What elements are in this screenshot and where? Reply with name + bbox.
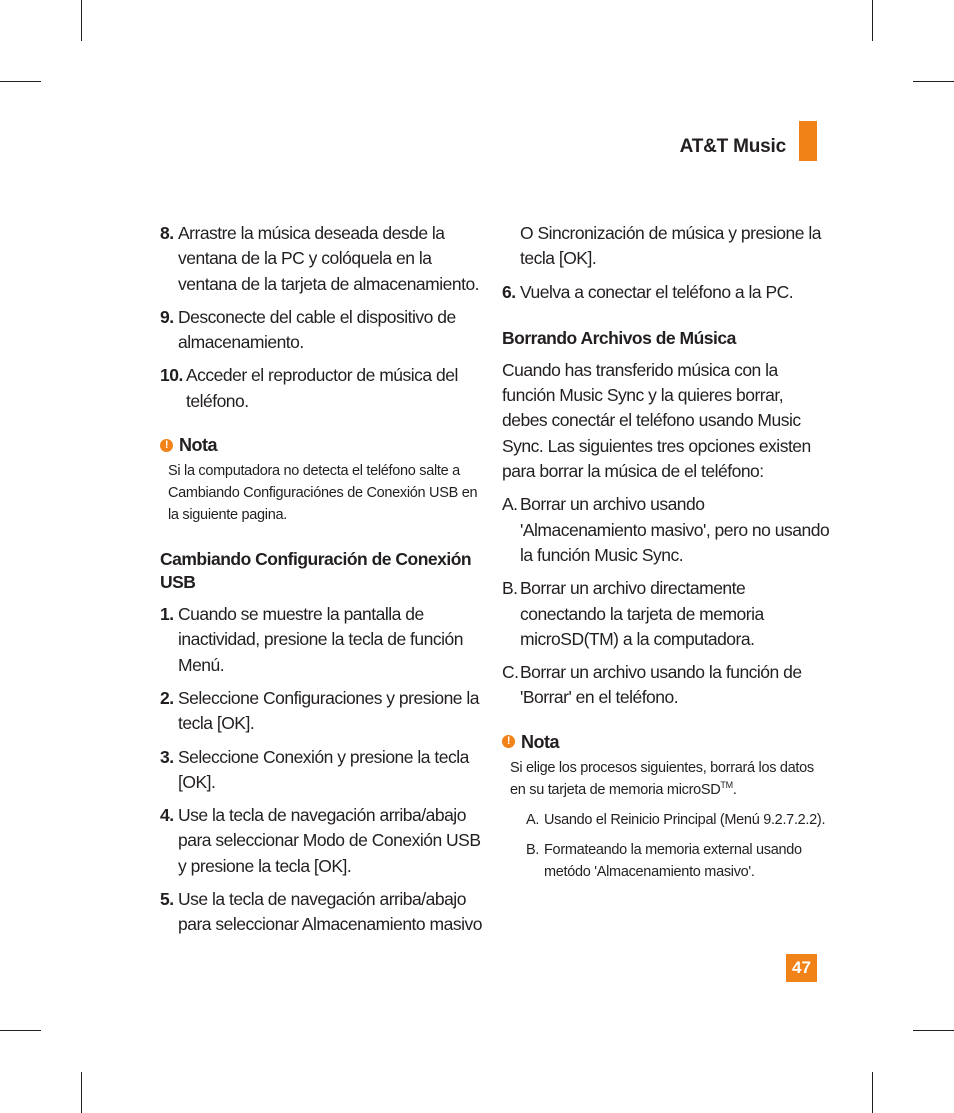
note-subitem xyxy=(510,839,832,883)
note-text: Si elige los procesos siguientes, borrará los datos en su tarjeta de memoria microSD xyxy=(510,759,814,798)
crop-mark xyxy=(81,1072,82,1113)
option-item xyxy=(502,492,832,568)
section-tab-marker xyxy=(799,121,817,161)
option-label: B. xyxy=(502,578,518,599)
step-item xyxy=(160,221,490,297)
step-text: Seleccione Conexión y presione la tecla [OK]. xyxy=(178,746,469,792)
crop-mark xyxy=(913,81,954,82)
page-number: 47 xyxy=(786,954,817,982)
step-item xyxy=(160,887,490,938)
step-number: 8. xyxy=(160,223,174,243)
step-text: O Sincronización de música y presione la tecla [OK]. xyxy=(520,223,821,269)
note-title: Nota xyxy=(179,435,217,456)
option-item xyxy=(502,576,832,652)
note-subitem-text: Formateando la memoria external usando metódo 'Almacenamiento masivo'. xyxy=(544,841,802,880)
section-title: AT&T Music xyxy=(679,136,786,157)
step-number: 2. xyxy=(160,687,174,708)
note-subitem xyxy=(510,809,832,831)
step-number: 1. xyxy=(160,604,174,625)
step-item xyxy=(160,602,490,678)
note-text-end: . xyxy=(732,781,737,798)
note-subitem-label: B. xyxy=(526,841,540,858)
step-item xyxy=(160,745,490,796)
crop-mark xyxy=(872,0,873,41)
exclamation-circle-icon: ! xyxy=(502,735,515,748)
crop-mark xyxy=(913,1030,954,1031)
step-text: Use la tecla de navegación arriba/abajo para seleccionar Almacenamiento masivo xyxy=(178,889,482,935)
exclamation-circle-icon: ! xyxy=(160,439,173,452)
option-text: Borrar un archivo usando 'Almacenamiento masivo', pero no usando la función Music Sync. xyxy=(520,494,830,565)
step-number: 5. xyxy=(160,889,174,910)
step-continuation xyxy=(502,221,832,272)
option-item xyxy=(502,660,832,711)
trademark-mark: TM xyxy=(720,779,733,790)
step-text: Use la tecla de navegación arriba/abajo para seleccionar Modo de Conexión USB y presione la tecla [OK]. xyxy=(178,805,481,876)
step-text: Seleccione Configuraciones y presione la tecla [OK]. xyxy=(178,687,480,734)
note-subitem-text: Usando el Reinicio Principal (Menú 9.2.7.2.2). xyxy=(544,811,826,828)
step-number: 9. xyxy=(160,306,174,327)
step-number: 10. xyxy=(160,365,183,386)
note-subitem-label: A. xyxy=(526,811,540,828)
step-item xyxy=(160,305,490,356)
crop-mark xyxy=(0,81,41,82)
step-number: 6. xyxy=(502,281,516,302)
note-title: Nota xyxy=(521,731,559,752)
step-text: Desconecte del cable el dispositivo de almacenamiento. xyxy=(178,306,456,353)
note-body xyxy=(502,757,832,883)
step-item xyxy=(160,686,490,737)
crop-mark xyxy=(872,1072,873,1113)
step-text: Vuelva a conectar el teléfono a la PC. xyxy=(520,281,794,302)
step-text: Arrastre la música deseada desde la ventana de la PC y colóquela en la ventana de la tarjeta de almacenamiento. xyxy=(178,223,480,294)
note-heading xyxy=(160,434,490,456)
note-body: Si la computadora no detecta el teléfono salte a Cambiando Configuraciónes de Conexión USB en la siguiente pagina. xyxy=(168,463,478,524)
step-item xyxy=(502,280,832,305)
section-heading: Borrando Archivos de Música xyxy=(502,327,736,348)
step-item xyxy=(160,363,490,414)
crop-mark xyxy=(0,1030,41,1031)
section-heading: Cambiando Configuración de Conexión USB xyxy=(160,549,472,593)
option-label: C. xyxy=(502,662,519,683)
crop-mark xyxy=(81,0,82,41)
step-number: 4. xyxy=(160,805,174,826)
left-column xyxy=(160,221,490,946)
note-heading xyxy=(502,731,832,753)
option-text: Borrar un archivo directamente conectando la tarjeta de memoria microSD(TM) a la computadora. xyxy=(520,578,764,649)
right-column xyxy=(502,221,832,883)
section-intro: Cuando has transferido música con la función Music Sync y la quieres borrar, debes conectár el teléfono usando Music Sync. Las siguientes tres opciones existen para borrar la música de el teléfono: xyxy=(502,359,811,482)
step-item xyxy=(160,803,490,879)
step-text: Acceder el reproductor de música del teléfono. xyxy=(186,365,458,411)
step-number: 3. xyxy=(160,746,174,767)
option-label: A. xyxy=(502,494,518,515)
step-text: Cuando se muestre la pantalla de inactividad, presione la tecla de función Menú. xyxy=(178,604,463,675)
option-text: Borrar un archivo usando la función de 'Borrar' en el teléfono. xyxy=(520,662,802,708)
